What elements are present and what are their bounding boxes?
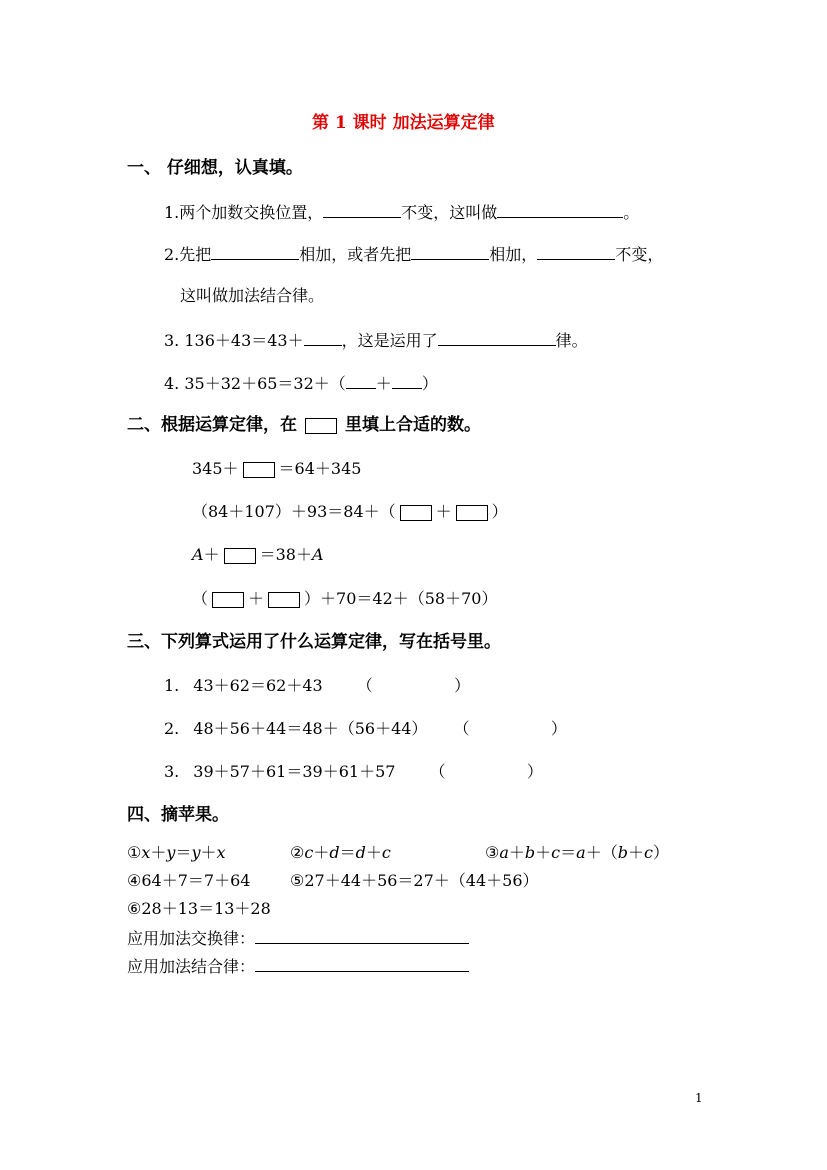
section-3-heading: 三、下列算式运用了什么运算定律，写在括号里。 xyxy=(127,632,501,652)
answer-blank[interactable] xyxy=(323,201,401,218)
question-1-2-cont: 这叫做加法结合律。 xyxy=(180,286,325,305)
fill-row-1: 345＋ ＝64＋345 xyxy=(192,459,362,478)
answer-paren[interactable]: （ ） xyxy=(461,719,567,738)
answer-blank[interactable] xyxy=(304,329,342,346)
formula-5: ⑤27＋44＋56＝27＋（44＋56） xyxy=(290,871,539,890)
section-2-heading: 二、根据运算定律，在 里填上合适的数。 xyxy=(127,415,481,435)
formula-6: ⑥28＋13＝13＋28 xyxy=(127,899,271,918)
answer-box[interactable] xyxy=(243,462,275,478)
answer-blank[interactable] xyxy=(392,372,422,389)
question-1-4: 4. 35＋32＋65＝32＋（ ＋ ） xyxy=(164,374,438,393)
answer-blank[interactable] xyxy=(497,201,623,218)
page-title: 第 1 课时 加法运算定律 xyxy=(312,113,495,133)
section-1-heading: 一、 仔细想，认真填。 xyxy=(127,158,303,178)
section-4-heading: 四、摘苹果。 xyxy=(127,805,229,825)
fill-row-4: （ ＋ ）＋70＝42＋（58＋70） xyxy=(192,589,498,608)
answer-blank[interactable] xyxy=(346,372,376,389)
answer-commutative: 应用加法交换律： xyxy=(127,927,469,949)
answer-box[interactable] xyxy=(456,505,488,521)
formula-1: ①x＋y＝y＋x xyxy=(127,843,226,862)
law-item-2: 2. 48＋56＋44＝48＋（56＋44） （ ） xyxy=(164,719,567,738)
law-item-1: 1. 43＋62＝62＋43 （ ） xyxy=(164,676,471,695)
fill-row-3: A＋ ＝38＋A xyxy=(192,545,324,564)
answer-box[interactable] xyxy=(268,592,300,608)
formula-3: ③a＋b＋c＝a＋（b＋c） xyxy=(485,843,669,862)
answer-blank[interactable] xyxy=(411,243,489,260)
formula-4: ④64＋7＝7＋64 xyxy=(127,871,251,890)
question-1-2: 2.先把 相加，或者先把 相加， 不变， xyxy=(164,245,664,264)
answer-blank[interactable] xyxy=(211,243,299,260)
answer-box[interactable] xyxy=(400,505,432,521)
page-number: 1 xyxy=(695,1091,703,1105)
answer-box[interactable] xyxy=(212,592,244,608)
answer-blank[interactable] xyxy=(537,243,615,260)
answer-paren[interactable]: （ ） xyxy=(356,676,471,695)
formula-2: ②c＋d＝d＋c xyxy=(290,843,391,862)
answer-associative: 应用加法结合律： xyxy=(127,955,469,977)
fill-row-2: （84＋107）＋93＝84＋（ ＋ ） xyxy=(192,502,508,521)
law-item-3: 3. 39＋57＋61＝39＋61＋57 （ ） xyxy=(164,762,543,781)
answer-paren[interactable]: （ ） xyxy=(429,762,543,781)
question-1-3: 3. 136＋43＝43＋ ，这是运用了 律。 xyxy=(164,331,588,350)
box-example xyxy=(305,418,337,434)
answer-box[interactable] xyxy=(224,548,256,564)
answer-line[interactable] xyxy=(255,927,469,944)
answer-line[interactable] xyxy=(255,955,469,972)
question-1-1: 1.两个加数交换位置， 不变，这叫做 。 xyxy=(164,203,640,222)
answer-blank[interactable] xyxy=(438,329,556,346)
